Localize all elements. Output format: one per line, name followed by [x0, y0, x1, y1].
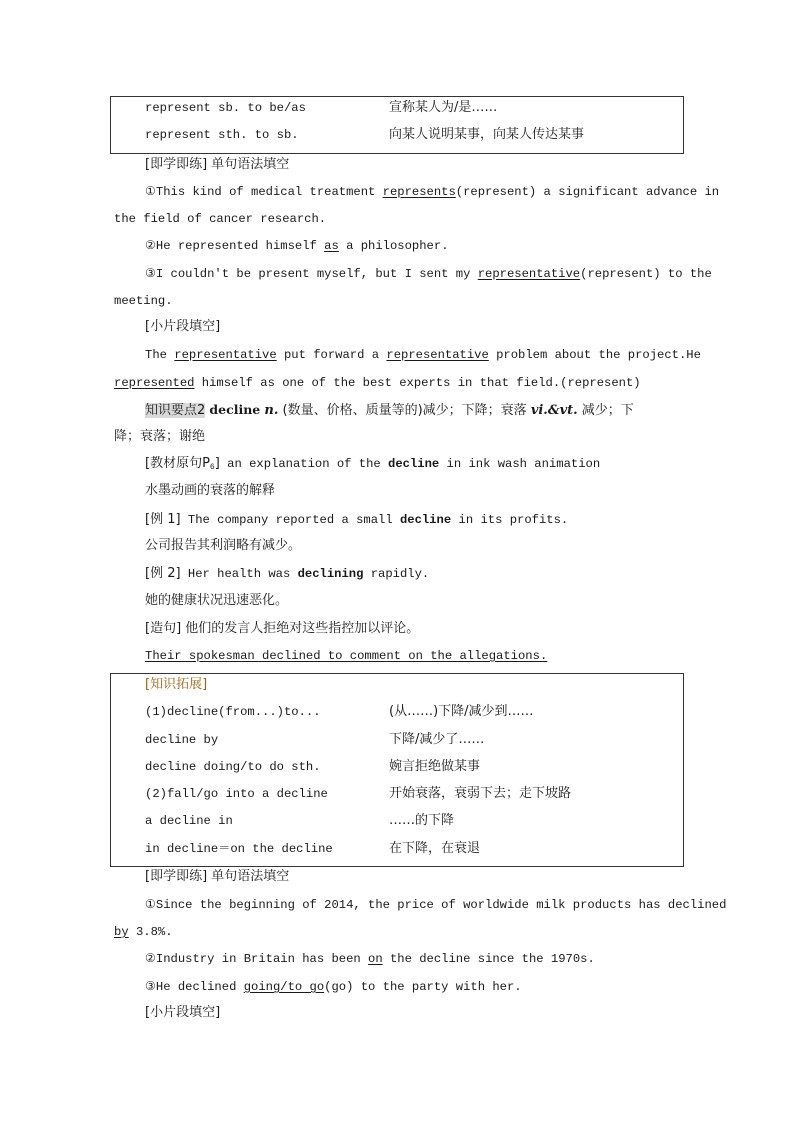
question-2: ②He represented himself as a philosopher. — [145, 239, 449, 253]
question-3: ③I couldn't be present myself, but I sent my representative(represent) to the — [145, 267, 712, 281]
extension-heading: [知识拓展] — [145, 677, 208, 692]
ext-right: 开始衰落，衰弱下去；走下坡路 — [389, 786, 572, 801]
answer: going/to go — [243, 980, 325, 994]
answer: representative — [386, 348, 489, 362]
answer: representative — [477, 267, 581, 281]
question-3-cont: meeting. — [114, 294, 173, 308]
fragment-line-1: The representative put forward a representative problem about the project.He — [145, 348, 701, 362]
ext-right: 下降/减少了…… — [389, 732, 485, 747]
phrase-right: 向某人说明某事，向某人传达某事 — [389, 127, 585, 142]
ext-right: 婉言拒绝做某事 — [389, 759, 481, 774]
ext-left: in decline＝on the decline — [145, 842, 333, 856]
ext-left: decline doing/to do sth. — [145, 760, 321, 774]
source-translation: 水墨动画的衰落的解释 — [145, 483, 276, 498]
phrase-left: represent sth. to sb. — [145, 128, 299, 142]
fragment-heading: [小片段填空] — [145, 1005, 221, 1020]
question-2: ②Industry in Britain has been on the decline since the 1970s. — [145, 952, 595, 966]
point-definition: 知识要点2 decline n. (数量、价格、质量等的)减少；下降；衰落 vi.&vt. 减少；下 — [145, 402, 634, 418]
fragment-line-2: represented himself as one of the best experts in that field.(represent) — [114, 376, 641, 390]
ext-right: (从……)下降/减少到…… — [389, 704, 534, 719]
practice-heading: [即学即练] 单句语法填空 — [145, 869, 290, 884]
answer: representative — [174, 348, 277, 362]
question-1: ①Since the beginning of 2014, the price of worldwide milk products has declined — [145, 898, 727, 912]
answer: as — [324, 239, 339, 253]
ext-left: (1)decline(from...)to... — [145, 705, 321, 719]
ext-right: ……的下降 — [389, 813, 455, 828]
example-1: [例 1] The company reported a small decline in its profits. — [145, 512, 569, 527]
make-sentence-prompt: [造句] 他们的发言人拒绝对这些指控加以评论。 — [145, 621, 420, 636]
ext-right: 在下降，在衰退 — [389, 841, 481, 856]
phrase-left: represent sb. to be/as — [145, 101, 306, 115]
question-1-cont: by 3.8%. — [114, 925, 173, 939]
question-1: ①This kind of medical treatment represents(represent) a significant advance in — [145, 185, 720, 199]
ext-left: decline by — [145, 733, 219, 747]
answer: represented — [114, 376, 195, 390]
example-2-translation: 她的健康状况迅速恶化。 — [145, 593, 289, 608]
question-1-cont: the field of cancer research. — [114, 212, 327, 226]
point-definition-cont: 降；衰落；谢绝 — [114, 429, 206, 444]
headword: decline — [209, 402, 261, 417]
point-tag: 知识要点2 — [145, 403, 206, 418]
example-2: [例 2] Her health was declining rapidly. — [145, 566, 430, 581]
phrase-right: 宣称某人为/是…… — [389, 100, 498, 115]
make-sentence-answer: Their spokesman declined to comment on the allegations. — [145, 649, 548, 663]
fragment-heading: [小片段填空] — [145, 319, 221, 334]
ext-left: a decline in — [145, 814, 233, 828]
practice-heading: [即学即练] 单句语法填空 — [145, 157, 290, 172]
ext-left: (2)fall/go into a decline — [145, 787, 328, 801]
answer: on — [368, 952, 383, 966]
answer: by — [114, 925, 129, 939]
example-1-translation: 公司报告其利润略有减少。 — [145, 538, 302, 553]
source-sentence: [教材原句$P_6$] an explanation of the decline in ink wash animation — [145, 456, 601, 472]
answer: represents — [382, 185, 456, 199]
question-3: ③He declined going/to go(go) to the party with her. — [145, 980, 522, 994]
